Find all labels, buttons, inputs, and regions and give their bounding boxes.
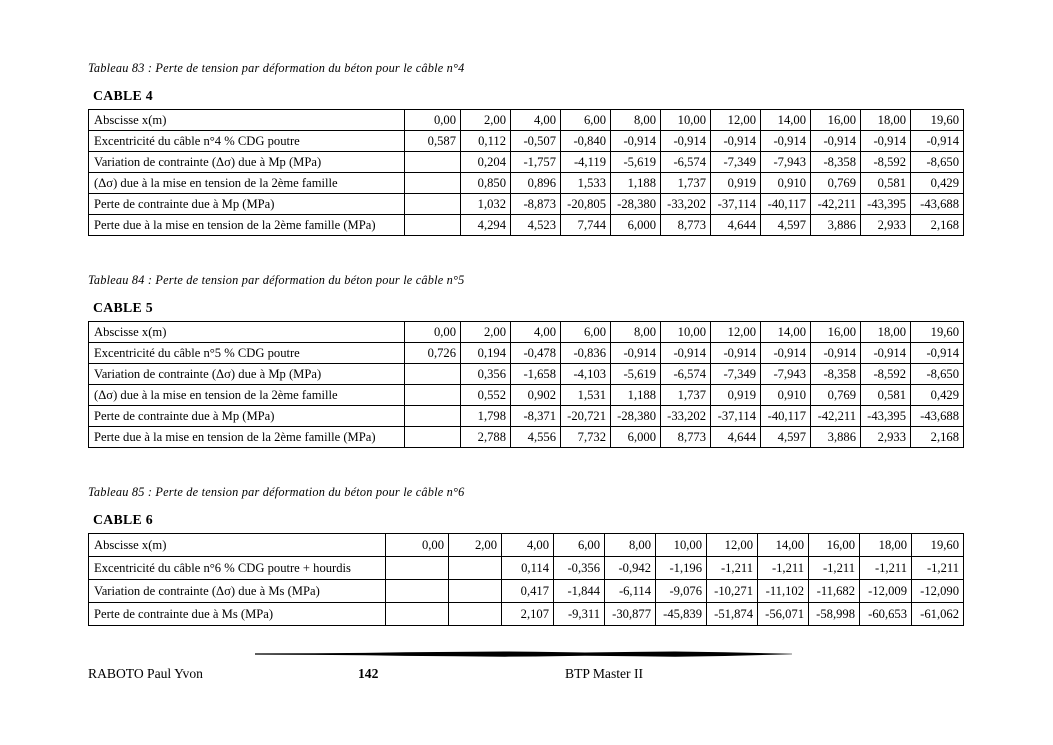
table-cell: 1,188: [611, 173, 661, 194]
table-cell: -43,688: [911, 194, 964, 215]
table-cell: 0,850: [461, 173, 511, 194]
table-cell: 12,00: [711, 110, 761, 131]
table-cell: -6,574: [661, 364, 711, 385]
table-cell: -0,836: [561, 343, 611, 364]
row-label: Abscisse x(m): [89, 110, 405, 131]
table-row: [89, 603, 964, 626]
table-row: [89, 110, 964, 131]
cable-heading: CABLE 6: [93, 512, 153, 527]
table-cell: 7,744: [561, 215, 611, 236]
table-section-cable-5: [88, 274, 964, 448]
table-cell: 2,788: [461, 427, 511, 448]
table-cell: -40,117: [761, 406, 811, 427]
table-cell: -42,211: [811, 406, 861, 427]
table-cell: [449, 603, 502, 626]
table-cell: -37,114: [711, 194, 761, 215]
table-cell: -20,805: [561, 194, 611, 215]
table-cell: 2,107: [502, 603, 554, 626]
table-cell: -45,839: [656, 603, 707, 626]
table-cell: 0,194: [461, 343, 511, 364]
table-cell: -33,202: [661, 406, 711, 427]
table-cell: -60,653: [860, 603, 912, 626]
table-cell: -6,114: [605, 580, 656, 603]
table-cell: 0,919: [711, 173, 761, 194]
loss-table-cable-6: [88, 533, 964, 626]
table-cell: 14,00: [758, 534, 809, 557]
table-cell: 0,581: [861, 385, 911, 406]
table-cell: -56,071: [758, 603, 809, 626]
table-cell: 19,60: [911, 322, 964, 343]
table-cell: 0,114: [502, 557, 554, 580]
table-cell: 18,00: [861, 322, 911, 343]
table-cell: -11,682: [809, 580, 860, 603]
table-cell: -0,914: [861, 131, 911, 152]
table-cell: 4,523: [511, 215, 561, 236]
table-cell: 1,533: [561, 173, 611, 194]
table-cell: -0,356: [554, 557, 605, 580]
table-cell: -0,914: [611, 343, 661, 364]
table-cell: 6,00: [561, 322, 611, 343]
row-label: Excentricité du câble n°6 % CDG poutre + hourdis: [89, 557, 386, 580]
table-cell: 12,00: [707, 534, 758, 557]
table-cell: -0,914: [911, 343, 964, 364]
table-cell: -7,943: [761, 364, 811, 385]
table-cell: -0,914: [811, 131, 861, 152]
table-row: [89, 131, 964, 152]
footer-program: BTP Master II: [565, 666, 644, 681]
table-row: [89, 534, 964, 557]
table-cell: -43,395: [861, 406, 911, 427]
table-cell: 4,597: [761, 215, 811, 236]
table-row: [89, 406, 964, 427]
table-cell: [386, 557, 449, 580]
table-cell: 10,00: [656, 534, 707, 557]
table-row: [89, 152, 964, 173]
table-cell: 16,00: [809, 534, 860, 557]
table-cell: 0,896: [511, 173, 561, 194]
table-cell: 2,00: [461, 322, 511, 343]
loss-table-cable-4: [88, 109, 964, 236]
table-cell: -12,009: [860, 580, 912, 603]
table-cell: -8,592: [861, 364, 911, 385]
table-cell: 1,188: [611, 385, 661, 406]
footer-page-number: 142: [358, 666, 379, 681]
table-cell: 19,60: [912, 534, 964, 557]
cable-heading: CABLE 4: [93, 88, 153, 103]
table-cell: -58,998: [809, 603, 860, 626]
row-label: Perte due à la mise en tension de la 2ème famille (MPa): [89, 427, 405, 448]
table-row: [89, 557, 964, 580]
table-cell: -28,380: [611, 194, 661, 215]
table-cell: 0,429: [911, 173, 964, 194]
table-cell: -9,311: [554, 603, 605, 626]
table-cell: -30,877: [605, 603, 656, 626]
table-cell: 4,294: [461, 215, 511, 236]
table-cell: 4,556: [511, 427, 561, 448]
table-cell: [449, 557, 502, 580]
table-cell: -10,271: [707, 580, 758, 603]
table-cell: -5,619: [611, 152, 661, 173]
table-cell: [386, 580, 449, 603]
table-cell: -4,119: [561, 152, 611, 173]
table-cell: -8,873: [511, 194, 561, 215]
table-cell: -43,395: [861, 194, 911, 215]
table-cell: -0,478: [511, 343, 561, 364]
table-cell: -5,619: [611, 364, 661, 385]
table-cell: -8,650: [911, 152, 964, 173]
table-cell: 4,00: [502, 534, 554, 557]
page-footer: [0, 666, 1053, 686]
table-cell: 18,00: [860, 534, 912, 557]
table-cell: 0,112: [461, 131, 511, 152]
row-label: Perte de contrainte due à Ms (MPa): [89, 603, 386, 626]
table-cell: -8,650: [911, 364, 964, 385]
table-cell: 6,00: [554, 534, 605, 557]
table-cell: 0,769: [811, 173, 861, 194]
table-cell: -33,202: [661, 194, 711, 215]
table-cell: [405, 406, 461, 427]
table-row: [89, 322, 964, 343]
table-cell: 0,356: [461, 364, 511, 385]
table-cell: -40,117: [761, 194, 811, 215]
table-cell: 1,737: [661, 385, 711, 406]
table-cell: 4,644: [711, 215, 761, 236]
table-cell: 0,902: [511, 385, 561, 406]
table-cell: -61,062: [912, 603, 964, 626]
table-row: [89, 364, 964, 385]
table-cell: 8,773: [661, 427, 711, 448]
table-cell: -0,914: [661, 131, 711, 152]
table-cell: 8,773: [661, 215, 711, 236]
table-cell: 16,00: [811, 110, 861, 131]
table-cell: -1,211: [809, 557, 860, 580]
table-cell: [405, 152, 461, 173]
table-row: [89, 343, 964, 364]
table-cell: [386, 603, 449, 626]
table-cell: 0,00: [386, 534, 449, 557]
cable-heading: CABLE 5: [93, 300, 153, 315]
table-cell: 2,00: [461, 110, 511, 131]
table-cell: -0,914: [611, 131, 661, 152]
table-cell: -51,874: [707, 603, 758, 626]
table-cell: -42,211: [811, 194, 861, 215]
row-label: Excentricité du câble n°4 % CDG poutre: [89, 131, 405, 152]
table-cell: -0,914: [661, 343, 711, 364]
table-cell: 2,168: [911, 427, 964, 448]
table-cell: 3,886: [811, 215, 861, 236]
table-cell: -7,943: [761, 152, 811, 173]
table-cell: 1,032: [461, 194, 511, 215]
table-cell: -0,914: [911, 131, 964, 152]
row-label: (Δσ) due à la mise en tension de la 2ème famille: [89, 385, 405, 406]
table-cell: [405, 385, 461, 406]
table-cell: [449, 580, 502, 603]
row-label: Abscisse x(m): [89, 534, 386, 557]
table-cell: -43,688: [911, 406, 964, 427]
table-row: [89, 194, 964, 215]
table-cell: -8,358: [811, 152, 861, 173]
table-cell: -6,574: [661, 152, 711, 173]
table-cell: 4,00: [511, 110, 561, 131]
table-cell: 1,531: [561, 385, 611, 406]
table-row: [89, 385, 964, 406]
table-cell: 4,597: [761, 427, 811, 448]
table-cell: 0,769: [811, 385, 861, 406]
table-cell: 0,910: [761, 173, 811, 194]
table-cell: -0,914: [711, 343, 761, 364]
table-cell: -1,211: [912, 557, 964, 580]
table-cell: 0,587: [405, 131, 461, 152]
table-cell: 12,00: [711, 322, 761, 343]
table-cell: 1,798: [461, 406, 511, 427]
table-cell: -4,103: [561, 364, 611, 385]
table-cell: -0,914: [711, 131, 761, 152]
table-section-cable-6: [88, 486, 964, 626]
table-cell: 0,581: [861, 173, 911, 194]
table-cell: 8,00: [611, 110, 661, 131]
table-cell: 0,204: [461, 152, 511, 173]
footer-divider-line: [255, 650, 792, 659]
table-cell: 7,732: [561, 427, 611, 448]
table-cell: 0,429: [911, 385, 964, 406]
table-cell: 0,910: [761, 385, 811, 406]
table-cell: -20,721: [561, 406, 611, 427]
table-cell: 16,00: [811, 322, 861, 343]
table-caption: Tableau 84 : Perte de tension par déformation du béton pour le câble n°5: [88, 273, 465, 287]
table-caption: Tableau 83 : Perte de tension par déformation du béton pour le câble n°4: [88, 61, 465, 75]
table-cell: -1,196: [656, 557, 707, 580]
table-cell: -1,658: [511, 364, 561, 385]
table-cell: [405, 215, 461, 236]
table-cell: -8,358: [811, 364, 861, 385]
table-cell: -7,349: [711, 152, 761, 173]
table-row: [89, 427, 964, 448]
table-cell: 1,737: [661, 173, 711, 194]
table-cell: 0,00: [405, 110, 461, 131]
table-cell: 4,644: [711, 427, 761, 448]
table-cell: -1,844: [554, 580, 605, 603]
table-cell: -0,914: [811, 343, 861, 364]
table-cell: -1,211: [860, 557, 912, 580]
row-label: Excentricité du câble n°5 % CDG poutre: [89, 343, 405, 364]
table-cell: [405, 364, 461, 385]
row-label: Abscisse x(m): [89, 322, 405, 343]
table-cell: -1,757: [511, 152, 561, 173]
row-label: Variation de contrainte (Δσ) due à Mp (MPa): [89, 364, 405, 385]
table-cell: 0,552: [461, 385, 511, 406]
table-cell: 10,00: [661, 322, 711, 343]
row-label: Perte de contrainte due à Mp (MPa): [89, 406, 405, 427]
table-cell: 10,00: [661, 110, 711, 131]
table-cell: -1,211: [758, 557, 809, 580]
table-cell: [405, 194, 461, 215]
row-label: Perte due à la mise en tension de la 2ème famille (MPa): [89, 215, 405, 236]
table-cell: -37,114: [711, 406, 761, 427]
table-cell: 8,00: [611, 322, 661, 343]
table-caption: Tableau 85 : Perte de tension par déformation du béton pour le câble n°6: [88, 485, 465, 499]
table-cell: -0,914: [761, 131, 811, 152]
table-cell: -28,380: [611, 406, 661, 427]
table-cell: 6,00: [561, 110, 611, 131]
table-cell: -0,914: [761, 343, 811, 364]
table-cell: -7,349: [711, 364, 761, 385]
table-row: [89, 173, 964, 194]
table-cell: -0,942: [605, 557, 656, 580]
table-cell: [405, 427, 461, 448]
table-section-cable-4: [88, 62, 964, 236]
table-cell: 6,000: [611, 215, 661, 236]
table-cell: 0,417: [502, 580, 554, 603]
table-cell: -12,090: [912, 580, 964, 603]
table-cell: -0,914: [861, 343, 911, 364]
table-cell: 18,00: [861, 110, 911, 131]
table-cell: 4,00: [511, 322, 561, 343]
table-cell: -9,076: [656, 580, 707, 603]
row-label: Variation de contrainte (Δσ) due à Mp (MPa): [89, 152, 405, 173]
table-cell: 2,933: [861, 427, 911, 448]
row-label: Variation de contrainte (Δσ) due à Ms (MPa): [89, 580, 386, 603]
table-cell: 14,00: [761, 110, 811, 131]
table-cell: -8,592: [861, 152, 911, 173]
footer-author: RABOTO Paul Yvon: [88, 666, 203, 681]
row-label: (Δσ) due à la mise en tension de la 2ème famille: [89, 173, 405, 194]
table-cell: 14,00: [761, 322, 811, 343]
loss-table-cable-5: [88, 321, 964, 448]
table-cell: 2,168: [911, 215, 964, 236]
table-row: [89, 580, 964, 603]
table-cell: 6,000: [611, 427, 661, 448]
table-cell: -1,211: [707, 557, 758, 580]
table-cell: 8,00: [605, 534, 656, 557]
row-label: Perte de contrainte due à Mp (MPa): [89, 194, 405, 215]
table-cell: 0,726: [405, 343, 461, 364]
table-cell: -8,371: [511, 406, 561, 427]
table-cell: [405, 173, 461, 194]
table-cell: 2,00: [449, 534, 502, 557]
table-cell: -0,507: [511, 131, 561, 152]
table-cell: 0,00: [405, 322, 461, 343]
table-cell: 19,60: [911, 110, 964, 131]
table-cell: -0,840: [561, 131, 611, 152]
table-cell: 2,933: [861, 215, 911, 236]
table-cell: 3,886: [811, 427, 861, 448]
table-row: [89, 215, 964, 236]
table-cell: -11,102: [758, 580, 809, 603]
table-cell: 0,919: [711, 385, 761, 406]
